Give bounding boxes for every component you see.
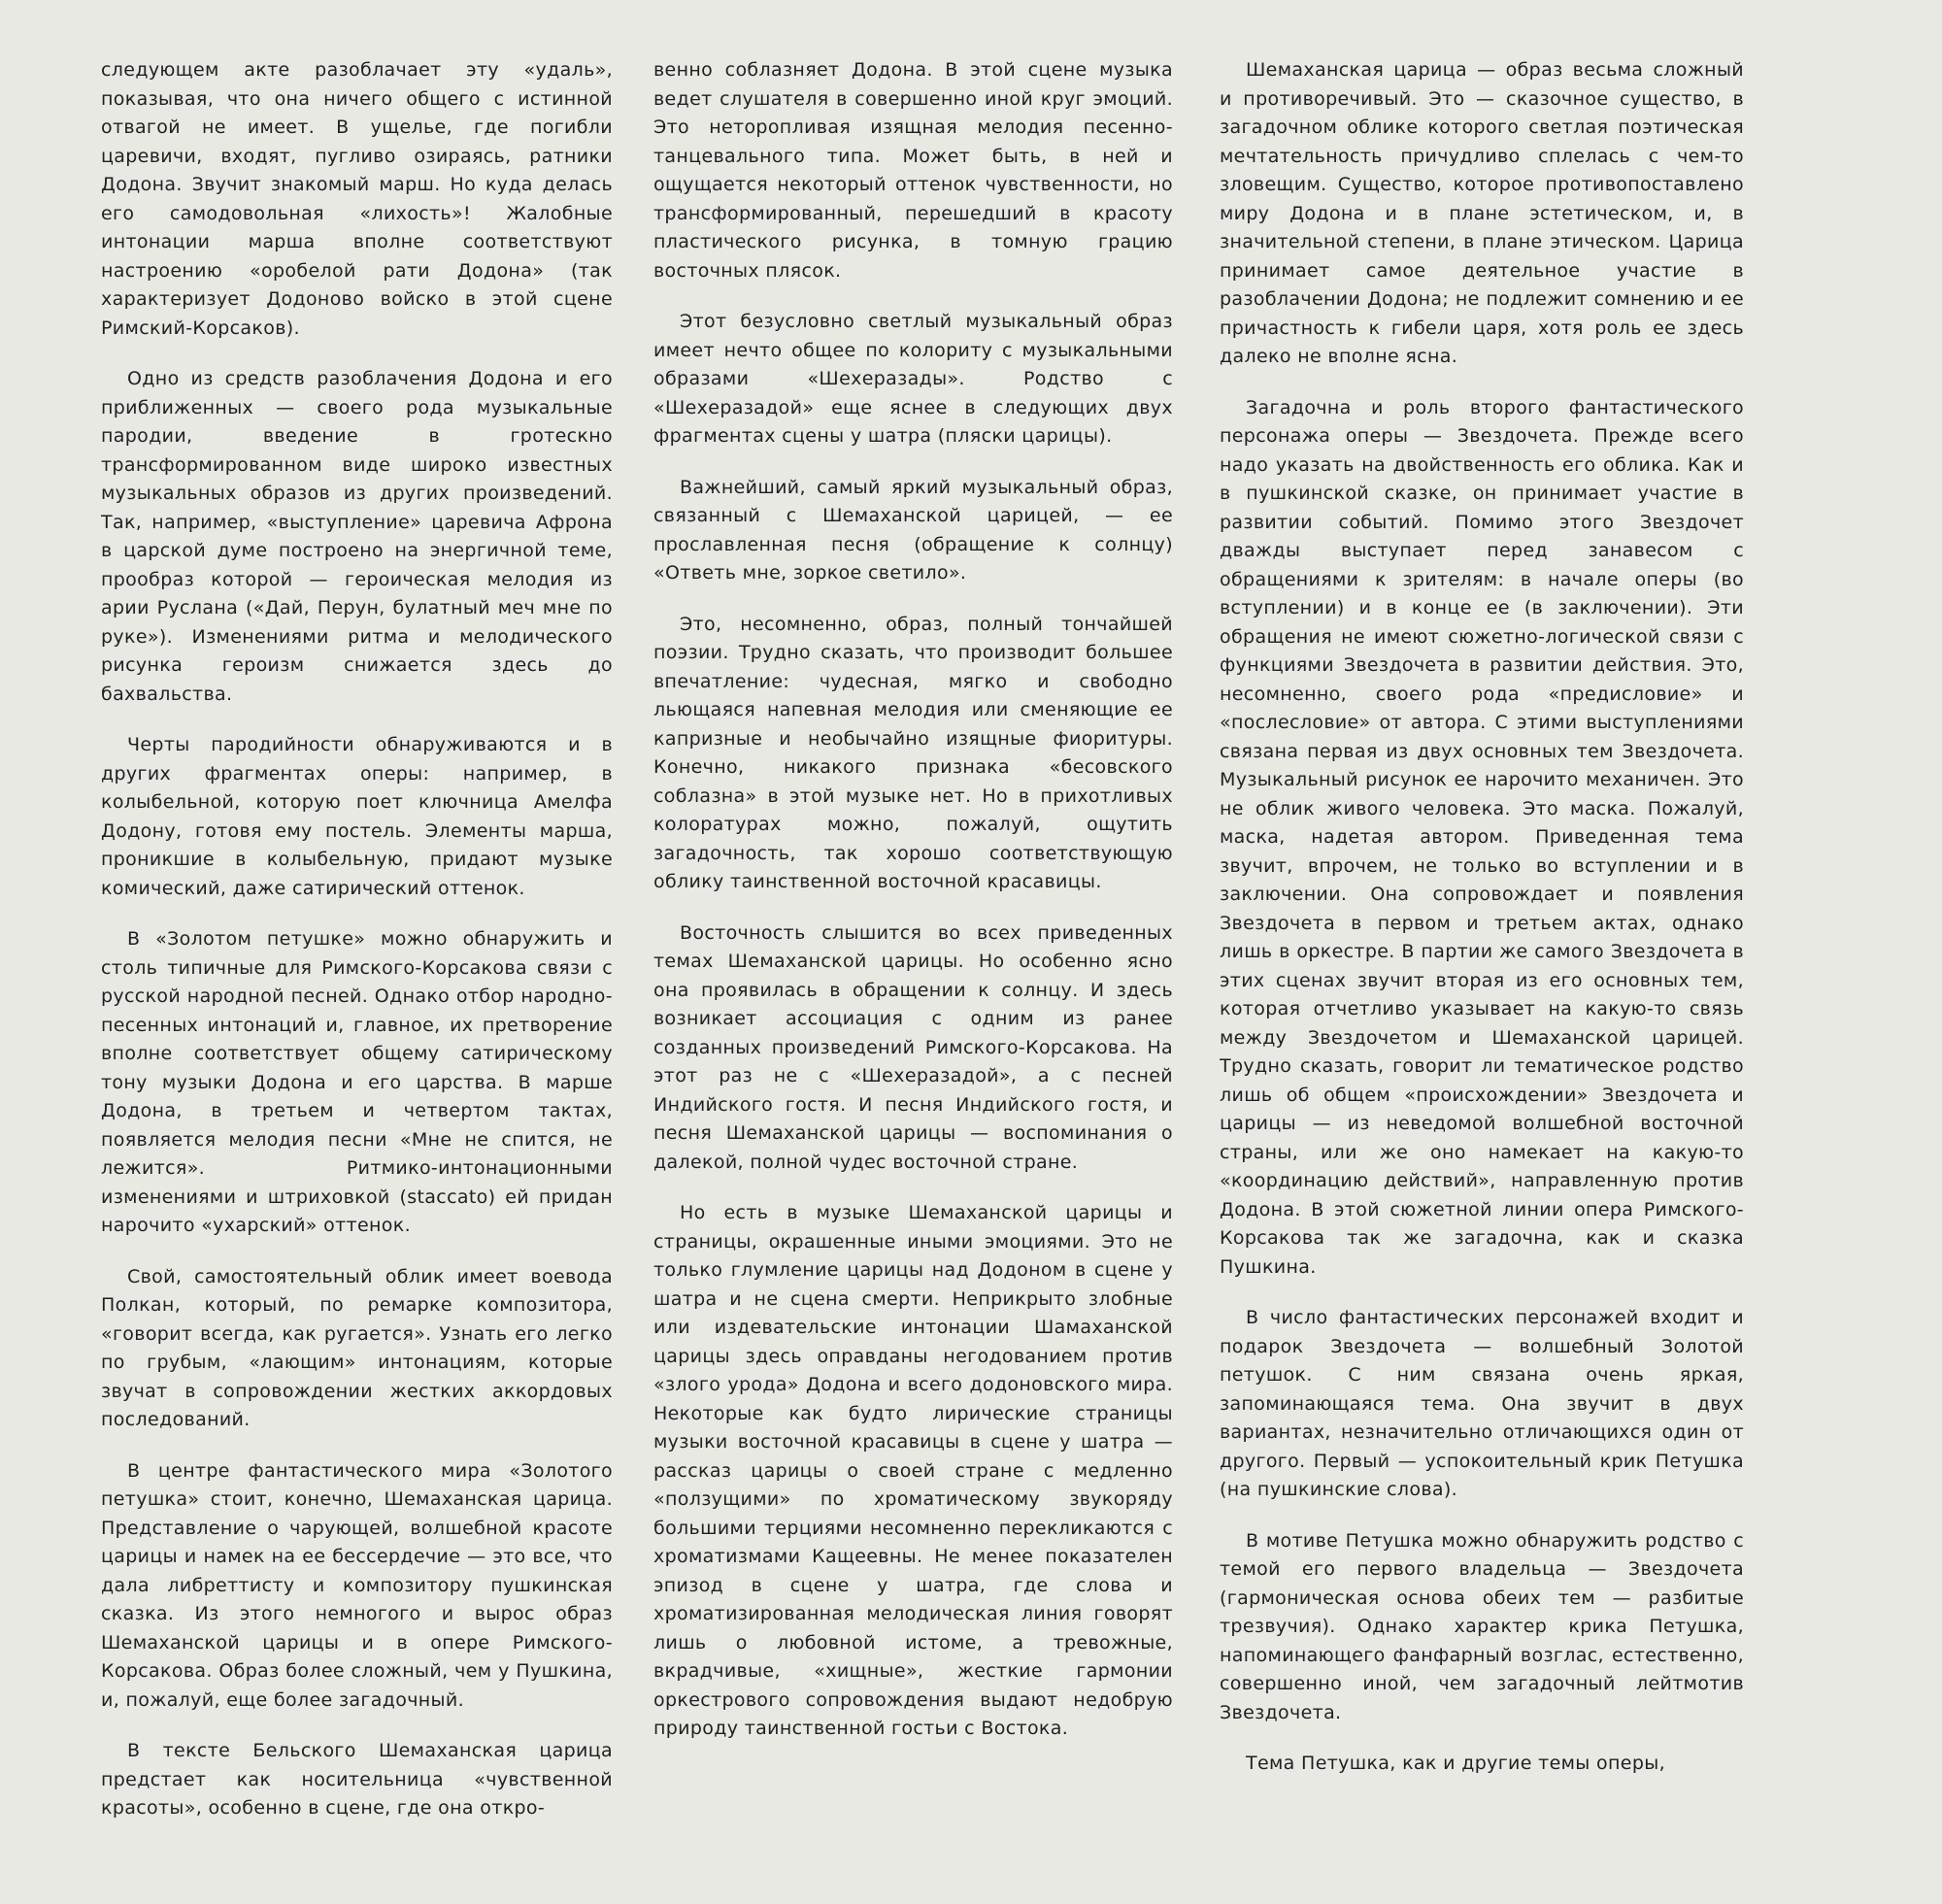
paragraph: Свой, самостоятельный облик имеет воевода Полкан, который, по ремарке композитора, «говорит всегда, как ругается». Узнать его легко по грубым, «лающим» интонациям, которые звучат в сопровождении жестких аккордовых последований. xyxy=(101,1265,613,1430)
paragraph: В число фантастических персонажей входит и подарок Звездочета — волшебный Золотой петушок. С ним связана очень яркая, запоминающаяся тема. Она звучит в двух вариантах, незначительно отличающихся один от другого. Первый — успокоительный крик Петушка (на пушкинские слова). xyxy=(1220,1307,1744,1500)
paragraph: Этот безусловно светлый музыкальный образ имеет нечто общее по колориту с музыкальными образами «Шехеразады». Родство с «Шехеразадой» еще яснее в следующих двух фрагментах сцены у шатра (пляски царицы). xyxy=(653,311,1173,447)
paragraph: В центре фантастического мира «Золотого петушка» стоит, конечно, Шемаханская царица. Представление о чарующей, волшебной красоте царицы и намек на ее бессердечие — это все, что дала либреттисту и композитору пушкинская сказка. Из этого немногого и вырос образ Шемаханской царицы и в опере Римского-Корсакова. Образ более сложный, чем у Пушкина, и, пожалуй, еще более загадочный. xyxy=(101,1459,613,1711)
paragraph: Одно из средств разоблачения Додона и его приближенных — своего рода музыкальные пародии, введение в гротескно трансформированном виде широко известных музыкальных образов из других произведений. Так, например, «выступление» царевича Афрона в царской думе построено на энергичной теме, прообраз которой — героическая мелодия из арии Руслана («Дай, Перун, булатный меч мне по руке»). Изменениями ритма и мелодического рисунка героизм снижается здесь до бахвальства. xyxy=(101,368,613,705)
text-column-middle xyxy=(653,56,1173,1882)
paragraph: Это, несомненно, образ, полный тончайшей поэзии. Трудно сказать, что производит большее впечатление: чудесная, мягко и свободно льющаяся напевная мелодия или сменяющие ее капризные и необычайно изящные фиоритуры. Конечно, никакого признака «бесовского соблазна» в этой музыке нет. Но в прихотливых колоратурах можно, пожалуй, ощутить загадочность, так хорошо соответствующую облику таинственной восточной красавицы. xyxy=(653,613,1173,892)
text-column-right xyxy=(1220,56,1744,1882)
paragraph: Восточность слышится во всех приведенных темах Шемаханской царицы. Но особенно ясно она проявилась в обращении к солнцу. И здесь возникает ассоциация с одним из ранее созданных произведений Римского-Корсакова. На этот раз не с «Шехеразадой», а с песней Индийского гостя. И песня Индийского гостя, и песня Шемаханской царицы — воспоминания о далекой, полной чудес восточной стране. xyxy=(653,921,1173,1173)
paragraph: Загадочна и роль второго фантастического персонажа оперы — Звездочета. Прежде всего надо указать на двойственность его облика. Как и в пушкинской сказке, он принимает участие в развитии событий. Помимо этого Звездочет дважды выступает перед занавесом с обращениями к зрителям: в начале оперы (во вступлении) и в конце ее (в заключении). Эти обращения не имеют сюжетно-логической связи с функциями Звездочета в развитии действия. Это, несомненно, своего рода «предисловие» и «послесловие» от автора. С этими выступлениями связана первая из двух основных тем Звездочета. Музыкальный рисунок ее нарочито механичен. Это не облик живого человека. Это маска. Пожалуй, маска, надетая автором. Приведенная тема звучит, впрочем, не только во вступлении и в заключении. Она сопровождает и появления Звездочета в первом и третьем актах, однако лишь в оркестре. В партии же самого Звездочета в этих сценах звучит вторая из его основных тем, которая отчетливо указывает на какую-то связь между Звездочетом и Шемаханской царицей. Трудно сказать, говорит ли тематическое родство лишь об общем «происхождении» Звездочета и царицы — из неведомой волшебной восточной страны, или же оно намекает на какую-то «координацию действий», направленную против Додона. В этой сюжетной линии опера Римского-Корсакова так же загадочна, как и сказка Пушкина. xyxy=(1220,396,1744,1278)
paragraph: венно соблазняет Додона. В этой сцене музыка ведет слушателя в совершенно иной круг эмоций. Это неторопливая изящная мелодия песенно-танцевального типа. Может быть, в ней и ощущается некоторый оттенок чувственности, но трансформированный, перешедший в красоту пластического рисунка, в томную грацию восточных плясок. xyxy=(653,59,1173,282)
paragraph: Но есть в музыке Шемаханской царицы и страницы, окрашенные иными эмоциями. Это не только глумление царицы над Додоном в сцене у шатра и не сцена смерти. Неприкрыто злобные или издевательские интонации Шамаханской царицы здесь оправданы негодованием против «злого урода» Додона и всего додоновского мира. Некоторые как будто лирические страницы музыки восточной красавицы в сцене у шатра — рассказ царицы о своей стране с медленно «ползущими» по хроматическому звукоряду большими терциями несомненно перекликаются с хроматизмами Кащеевны. Не менее показателен эпизод в сцене у шатра, где слова и хроматизированная мелодическая линия говорят лишь о любовной истоме, а тревожные, вкрадчивые, «хищные», жесткие гармонии оркестрового сопровождения выдают недобрую природу таинственной гостьи с Востока. xyxy=(653,1202,1173,1739)
paragraph: В тексте Бельского Шемаханская царица предстает как носительница «чувственной красоты», особенно в сцене, где она откро- xyxy=(101,1740,613,1819)
paragraph: Важнейший, самый яркий музыкальный образ, связанный с Шемаханской царицей, — ее прославленная песня (обращение к солнцу) «Ответь мне, зоркое светило». xyxy=(653,476,1173,584)
text-column-left xyxy=(101,56,613,1882)
paragraph: В мотиве Петушка можно обнаружить родство с темой его первого владельца — Звездочета (гармоническая основа обеих тем — разбитые трезвучия). Однако характер крика Петушка, напоминающего фанфарный возглас, естественно, совершенно иной, чем загадочный лейтмотив Звездочета. xyxy=(1220,1529,1744,1723)
paragraph: В «Золотом петушке» можно обнаружить и столь типичные для Римского-Корсакова связи с русской народной песней. Однако отбор народно-песенных интонаций и, главное, их претворение вполне соответствует общему сатирическому тону музыки Додона и его царства. В марше Додона, в третьем и четвертом тактах, появляется мелодия песни «Мне не спится, не лежится». Ритмико-интонационными изменениями и штриховкой (staccato) ей придан нарочито «ухарский» оттенок. xyxy=(101,928,613,1236)
paragraph: следующем акте разоблачает эту «удаль», показывая, что она ничего общего с истинной отвагой не имеет. В ущелье, где погибли царевичи, входят, пугливо озираясь, ратники Додона. Звучит знакомый марш. Но куда делась его самодовольная «лихость»! Жалобные интонации марша вполне соответствуют настроению «оробелой рати Додона» (так характеризует Додоново войско в этой сцене Римский-Корсаков). xyxy=(101,59,613,339)
paragraph: Тема Петушка, как и другие темы оперы, xyxy=(1246,1753,1665,1774)
paragraph: Черты пародийности обнаруживаются и в других фрагментах оперы: например, в колыбельной, которую поет ключница Амелфа Додону, готовя ему постель. Элементы марша, проникшие в колыбельную, придают музыке комический, даже сатирический оттенок. xyxy=(101,734,613,899)
paragraph: Шемаханская царица — образ весьма сложный и противоречивый. Это — сказочное существо, в загадочном облике которого светлая поэтическая мечтательность причудливо сплелась с чем-то зловещим. Существо, которое противопоставлено миру Додона и в плане эстетическом, и, в значительной степени, в плане этическом. Царица принимает самое деятельное участие в разоблачении Додона; не подлежит сомнению и ее причастность к гибели царя, хотя роль ее здесь далеко не вполне ясна. xyxy=(1220,59,1744,367)
